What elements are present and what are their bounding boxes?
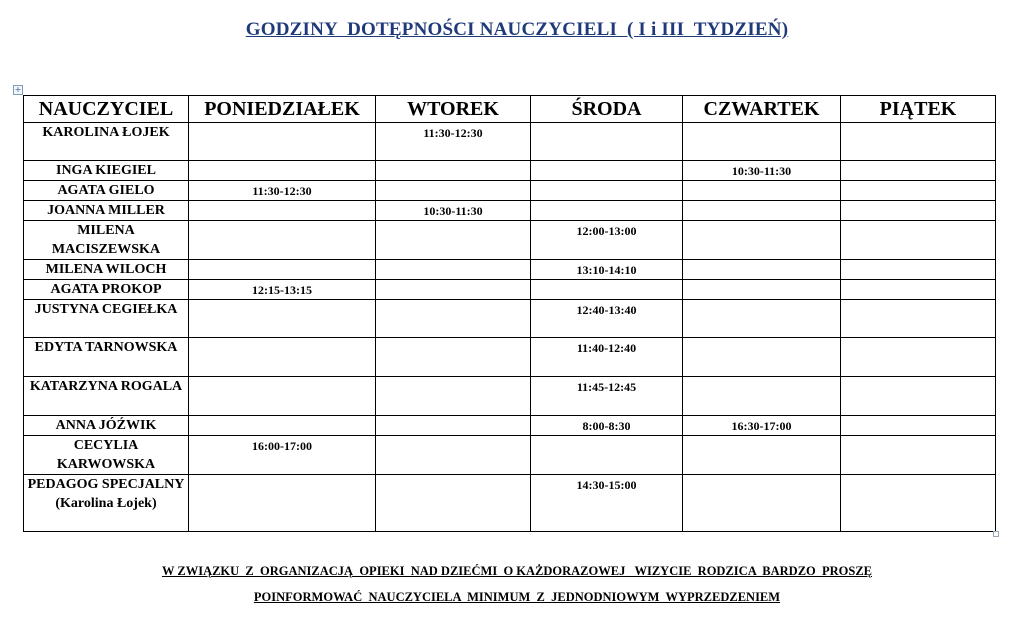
slot-friday <box>841 123 996 161</box>
table-row <box>24 436 996 475</box>
table-row <box>24 377 996 416</box>
header-monday: PONIEDZIAŁEK <box>189 96 376 123</box>
slot-monday <box>189 416 376 436</box>
slot-wednesday <box>531 280 683 300</box>
slot-wednesday <box>531 436 683 475</box>
slot-wednesday: 8:00-8:30 <box>531 416 683 436</box>
slot-monday: 11:30-12:30 <box>189 181 376 201</box>
slot-monday <box>189 201 376 221</box>
slot-monday <box>189 123 376 161</box>
teacher-name: MILENA MACISZEWSKA <box>24 221 189 260</box>
teacher-name: EDYTA TARNOWSKA <box>24 338 189 377</box>
slot-friday <box>841 416 996 436</box>
slot-tuesday <box>376 221 531 260</box>
slot-tuesday <box>376 377 531 416</box>
header-tuesday: WTOREK <box>376 96 531 123</box>
slot-wednesday: 12:40-13:40 <box>531 300 683 338</box>
teacher-name: MILENA WILOCH <box>24 260 189 280</box>
slot-wednesday <box>531 161 683 181</box>
header-thursday: CZWARTEK <box>683 96 841 123</box>
teacher-name: CECYLIA KARWOWSKA <box>24 436 189 475</box>
slot-friday <box>841 161 996 181</box>
slot-tuesday <box>376 300 531 338</box>
slot-tuesday: 10:30-11:30 <box>376 201 531 221</box>
slot-tuesday: 11:30-12:30 <box>376 123 531 161</box>
slot-wednesday: 13:10-14:10 <box>531 260 683 280</box>
teacher-name: JOANNA MILLER <box>24 201 189 221</box>
slot-friday <box>841 377 996 416</box>
slot-monday: 12:15-13:15 <box>189 280 376 300</box>
resize-handle-icon[interactable] <box>993 531 999 537</box>
slot-wednesday <box>531 181 683 201</box>
slot-friday <box>841 201 996 221</box>
slot-friday <box>841 221 996 260</box>
teacher-name: KAROLINA ŁOJEK <box>24 123 189 161</box>
slot-thursday <box>683 201 841 221</box>
slot-thursday <box>683 260 841 280</box>
slot-tuesday <box>376 280 531 300</box>
teacher-name: AGATA GIELO <box>24 181 189 201</box>
slot-monday: 16:00-17:00 <box>189 436 376 475</box>
header-teacher: NAUCZYCIEL <box>24 96 189 123</box>
table-row <box>24 123 996 161</box>
header-wednesday: ŚRODA <box>531 96 683 123</box>
slot-tuesday <box>376 181 531 201</box>
slot-friday <box>841 300 996 338</box>
note-line-1: W ZWIĄZKU Z ORGANIZACJĄ OPIEKI NAD DZIEĆMI O KAŻDORAZOWEJ WIZYCIE RODZICA BARDZO PROSZĘ <box>161 564 873 578</box>
slot-thursday: 10:30-11:30 <box>683 161 841 181</box>
slot-tuesday <box>376 416 531 436</box>
slot-wednesday: 11:45-12:45 <box>531 377 683 416</box>
table-row <box>24 475 996 532</box>
slot-monday <box>189 338 376 377</box>
slot-monday <box>189 475 376 532</box>
teacher-name: PEDAGOG SPECJALNY (Karolina Łojek) <box>24 475 189 532</box>
table-row <box>24 221 996 260</box>
slot-friday <box>841 181 996 201</box>
slot-tuesday <box>376 260 531 280</box>
slot-friday <box>841 280 996 300</box>
slot-monday <box>189 221 376 260</box>
teacher-name: KATARZYNA ROGALA <box>24 377 189 416</box>
slot-friday <box>841 338 996 377</box>
slot-wednesday <box>531 123 683 161</box>
slot-thursday <box>683 475 841 532</box>
teacher-name: INGA KIEGIEL <box>24 161 189 181</box>
table-row <box>24 338 996 377</box>
slot-thursday <box>683 338 841 377</box>
teacher-name: JUSTYNA CEGIEŁKA <box>24 300 189 338</box>
slot-tuesday <box>376 161 531 181</box>
slot-wednesday: 11:40-12:40 <box>531 338 683 377</box>
slot-thursday <box>683 436 841 475</box>
slot-thursday <box>683 300 841 338</box>
slot-thursday: 16:30-17:00 <box>683 416 841 436</box>
table-row <box>24 416 996 436</box>
move-handle-icon[interactable]: + <box>14 85 22 94</box>
slot-monday <box>189 377 376 416</box>
slot-friday <box>841 260 996 280</box>
table-row <box>24 260 996 280</box>
table-row <box>24 161 996 181</box>
teacher-name: ANNA JÓŹWIK <box>24 416 189 436</box>
page-title: GODZINY DOTĘPNOŚCI NAUCZYCIELI ( I i III TYDZIEŃ) <box>245 19 789 40</box>
table-row <box>24 280 996 300</box>
slot-monday <box>189 260 376 280</box>
header-friday: PIĄTEK <box>841 96 996 123</box>
slot-monday <box>189 300 376 338</box>
slot-wednesday <box>531 201 683 221</box>
slot-thursday <box>683 221 841 260</box>
slot-thursday <box>683 377 841 416</box>
header-row <box>24 96 996 123</box>
slot-wednesday: 14:30-15:00 <box>531 475 683 532</box>
slot-monday <box>189 161 376 181</box>
teacher-name: AGATA PROKOP <box>24 280 189 300</box>
slot-thursday <box>683 181 841 201</box>
slot-thursday <box>683 123 841 161</box>
note-line-2: POINFORMOWAĆ NAUCZYCIELA MINIMUM Z JEDNODNIOWYM WYPRZEDZENIEM <box>253 590 781 604</box>
slot-wednesday: 12:00-13:00 <box>531 221 683 260</box>
slot-thursday <box>683 280 841 300</box>
slot-friday <box>841 436 996 475</box>
slot-tuesday <box>376 338 531 377</box>
table-row <box>24 300 996 338</box>
table-row <box>24 201 996 221</box>
slot-tuesday <box>376 436 531 475</box>
table-row <box>24 181 996 201</box>
schedule-table <box>23 95 996 532</box>
slot-tuesday <box>376 475 531 532</box>
slot-friday <box>841 475 996 532</box>
